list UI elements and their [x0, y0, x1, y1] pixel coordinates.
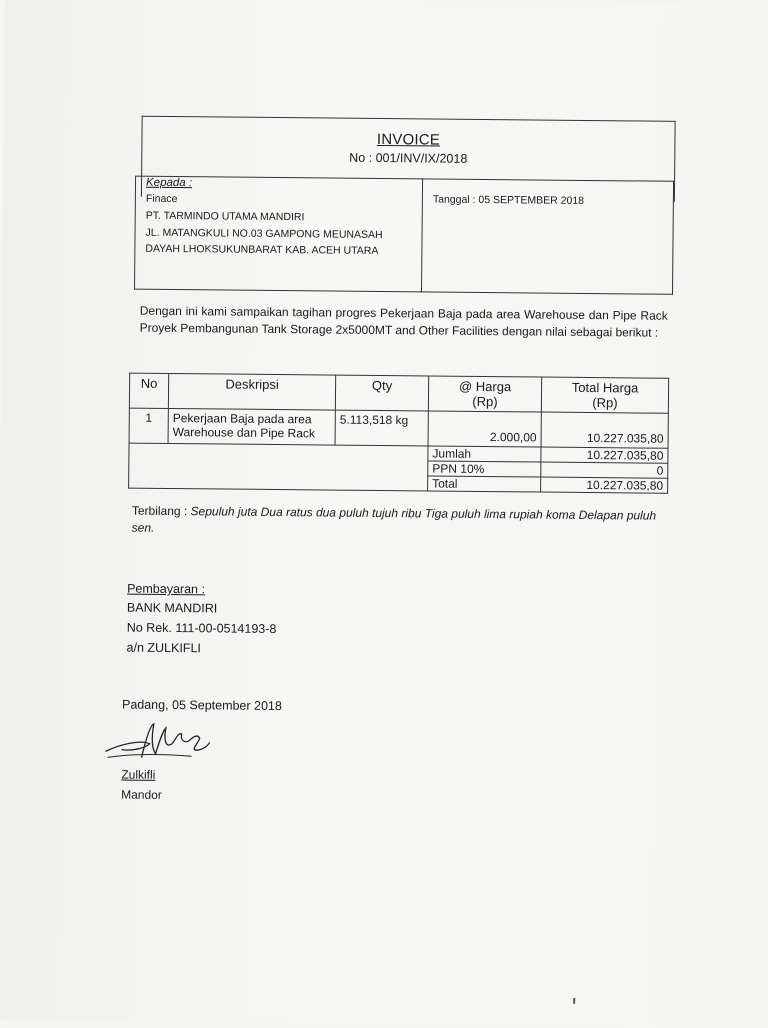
header-no: No: [129, 373, 168, 408]
row-desc: Pekerjaan Baja pada area Warehouse dan Pipe Rack: [168, 408, 335, 445]
header-price: @ Harga (Rp): [428, 376, 541, 412]
row-total: 10.227.035,80: [541, 412, 668, 448]
recipient-address-1: JL. MATANGKULI NO.03 GAMPONG MEUNASAH: [145, 226, 383, 242]
recipient-address-2: DAYAH LHOKSUKUNBARAT KAB. ACEH UTARA: [145, 242, 379, 257]
intro-text-2: Pekerjaan Baja pada area Warehouse dan Pipe Rack Proyek Pembangunan Tank Storage 2x5000MT and Other Facilities: [139, 305, 668, 339]
summary-label: Jumlah: [428, 446, 541, 462]
invoice-date: Tanggal : 05 SEPTEMBER 2018: [432, 193, 585, 207]
summary-blank-cell: [129, 443, 428, 491]
intro-text-3: dengan nilai sebagai berikut :: [498, 324, 659, 340]
row-no: 1: [129, 408, 168, 443]
signer-name: Zulkifli: [121, 767, 156, 782]
handwritten-signature: [101, 717, 221, 768]
row-qty: 5.113,518 kg: [335, 410, 428, 446]
items-table: [128, 373, 669, 494]
recipient-label: Kepada :: [145, 176, 193, 190]
invoice-number: No : 001/INV/IX/2018: [349, 150, 468, 166]
recipient-company: PT. TARMINDO UTAMA MANDIRI: [145, 209, 305, 224]
summary-value: 0: [541, 462, 668, 478]
table-row: [129, 408, 668, 448]
recipient-box: [134, 176, 423, 293]
paper-speck: [573, 998, 575, 1004]
payment-title: Pembayaran :: [127, 581, 206, 597]
date-box: [420, 178, 674, 294]
terbilang-label: Terbilang :: [131, 503, 191, 519]
header-total: Total Harga (Rp): [541, 377, 668, 413]
amount-in-words: [132, 503, 662, 542]
place-date: Padang, 05 September 2018: [121, 697, 282, 714]
invoice-title: INVOICE: [376, 130, 441, 149]
summary-value: 10.227.035,80: [541, 477, 668, 493]
payment-holder: a/n ZULKIFLI: [126, 640, 201, 656]
summary-value: 10.227.035,80: [541, 447, 668, 463]
intro-paragraph: [140, 303, 668, 342]
row-price: 2.000,00: [428, 411, 541, 447]
recipient-dept: Finace: [145, 192, 178, 206]
intro-text-1: Dengan ini kami sampaikan tagihan progres: [139, 303, 381, 320]
payment-bank: BANK MANDIRI: [126, 600, 218, 616]
header-desc: Deskripsi: [168, 373, 335, 410]
payment-account: No Rek. 111-00-0514193-8: [126, 620, 277, 637]
summary-label: PPN 10%: [428, 461, 541, 477]
header-qty: Qty: [335, 375, 428, 411]
summary-label: Total: [428, 476, 541, 492]
table-header-row: [129, 373, 668, 413]
terbilang-text: Sepuluh juta Dua ratus dua puluh tujuh ribu Tiga puluh lima rupiah koma Delapan puluh sen.: [131, 504, 657, 535]
signer-role: Mandor: [121, 787, 162, 802]
